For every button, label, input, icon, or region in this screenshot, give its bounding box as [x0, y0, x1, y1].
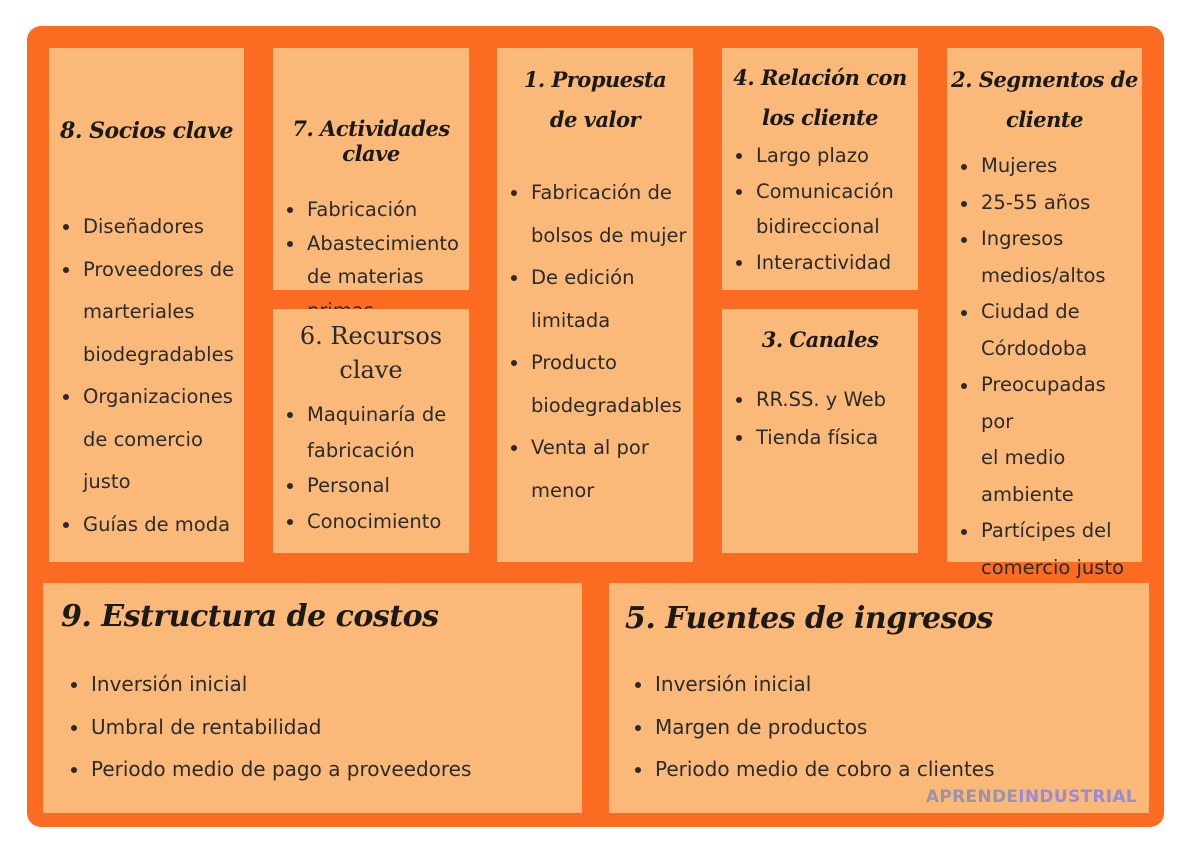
- value-proposition-list: [497, 172, 691, 512]
- revenue-streams-list: [625, 663, 1139, 791]
- key-partners-list: [49, 206, 240, 546]
- list-item: Organizaciones: [49, 376, 240, 419]
- list-item: Inversión inicial: [625, 663, 1139, 706]
- watermark-part: INDUSTRIAL: [1018, 787, 1137, 807]
- revenue-streams-box: [609, 583, 1149, 813]
- list-item: Ciudad de: [947, 294, 1142, 331]
- list-item: Mujeres: [947, 148, 1142, 185]
- list-item: Proveedores de: [49, 249, 240, 292]
- list-item-continuation: justo: [83, 470, 131, 493]
- customer-relationships-title: [722, 58, 918, 138]
- list-item: Periodo medio de pago a proveedores: [61, 748, 572, 791]
- customer-segments-box: [947, 48, 1142, 579]
- list-item: Largo plazo: [722, 138, 916, 174]
- list-item-continuation: fabricación: [307, 438, 415, 462]
- title-line: 2. Segmentos de: [951, 67, 1138, 92]
- key-resources-list: [273, 397, 467, 539]
- list-item: Partícipes del: [947, 513, 1142, 550]
- list-item-continuation: de materias: [307, 265, 424, 288]
- list-item: Maquinaría de: [273, 397, 467, 433]
- list-item: Comunicación: [722, 174, 916, 210]
- list-item-continuation: medios/altos: [981, 263, 1106, 287]
- title-line: de valor: [549, 107, 641, 132]
- cost-structure-list: [61, 663, 572, 791]
- list-item-continuation: comercio justo: [981, 555, 1125, 579]
- key-activities-box: [273, 48, 469, 290]
- list-item: Ingresos: [947, 221, 1142, 258]
- value-proposition-title: [497, 60, 693, 140]
- list-item: Venta al por: [497, 427, 691, 470]
- revenue-streams-title: 5. Fuentes de ingresos: [625, 601, 993, 636]
- key-activities-list: [273, 193, 467, 327]
- list-item: Abastecimiento: [273, 227, 467, 261]
- customer-segments-list: [947, 148, 1142, 586]
- channels-list: [722, 381, 916, 457]
- list-item-continuation: de comercio: [83, 427, 203, 451]
- key-activities-title: 7. Actividades clave: [292, 116, 450, 166]
- key-resources-title: [273, 319, 469, 387]
- list-item: De edición: [497, 257, 691, 300]
- cost-structure-box: [43, 583, 582, 813]
- list-item: Fabricación de: [497, 172, 691, 215]
- title-line: los cliente: [761, 105, 879, 130]
- watermark-logo: [926, 787, 1137, 807]
- list-item: RR.SS. y Web: [722, 381, 916, 419]
- title-line: clave: [339, 356, 403, 384]
- title-line: cliente: [1006, 107, 1083, 132]
- list-item: Producto: [497, 342, 691, 385]
- cost-structure-title: 9. Estructura de costos: [61, 599, 439, 634]
- list-item-continuation: marteriales: [83, 300, 195, 323]
- watermark-part: APRENDE: [925, 787, 1019, 807]
- list-item-continuation: el medio: [981, 446, 1066, 469]
- list-item-continuation: menor: [531, 478, 595, 502]
- list-item: Personal: [273, 468, 467, 504]
- list-item-continuation: Córdodoba: [981, 336, 1088, 360]
- list-item: Fabricación: [273, 193, 467, 227]
- list-item: Margen de productos: [625, 706, 1139, 749]
- title-line: 6. Recursos: [299, 322, 443, 350]
- channels-title: 3. Canales: [761, 327, 879, 352]
- list-item: Conocimiento: [273, 504, 467, 540]
- customer-relationships-list: [722, 138, 916, 280]
- list-item: Preocupadas por: [947, 367, 1142, 440]
- value-proposition-box: [497, 48, 693, 562]
- key-resources-box: [273, 309, 469, 553]
- customer-segments-title: [947, 60, 1142, 140]
- key-partners-title: 8. Socios clave: [60, 118, 233, 144]
- list-item: Diseñadores: [49, 206, 240, 249]
- list-item: Interactividad: [722, 245, 916, 281]
- list-item: Tienda física: [722, 419, 916, 457]
- list-item-continuation: bolsos de mujer: [531, 223, 687, 247]
- key-partners-box: [49, 48, 244, 562]
- list-item-continuation: biodegradables: [531, 393, 682, 417]
- list-item: Periodo medio de cobro a clientes: [625, 748, 1139, 791]
- title-line: 4. Relación con: [733, 65, 907, 90]
- list-item-continuation: ambiente: [981, 482, 1074, 506]
- title-line: 1. Propuesta: [523, 67, 667, 92]
- list-item-continuation: biodegradables: [83, 342, 234, 366]
- list-item: 25-55 años: [947, 185, 1142, 222]
- customer-relationships-box: [722, 48, 918, 290]
- list-item: Guías de moda: [49, 504, 240, 547]
- list-item-continuation: bidireccional: [756, 215, 880, 238]
- list-item-continuation: limitada: [531, 308, 611, 332]
- channels-box: [722, 309, 918, 553]
- list-item: Inversión inicial: [61, 663, 572, 706]
- list-item: Umbral de rentabilidad: [61, 706, 572, 749]
